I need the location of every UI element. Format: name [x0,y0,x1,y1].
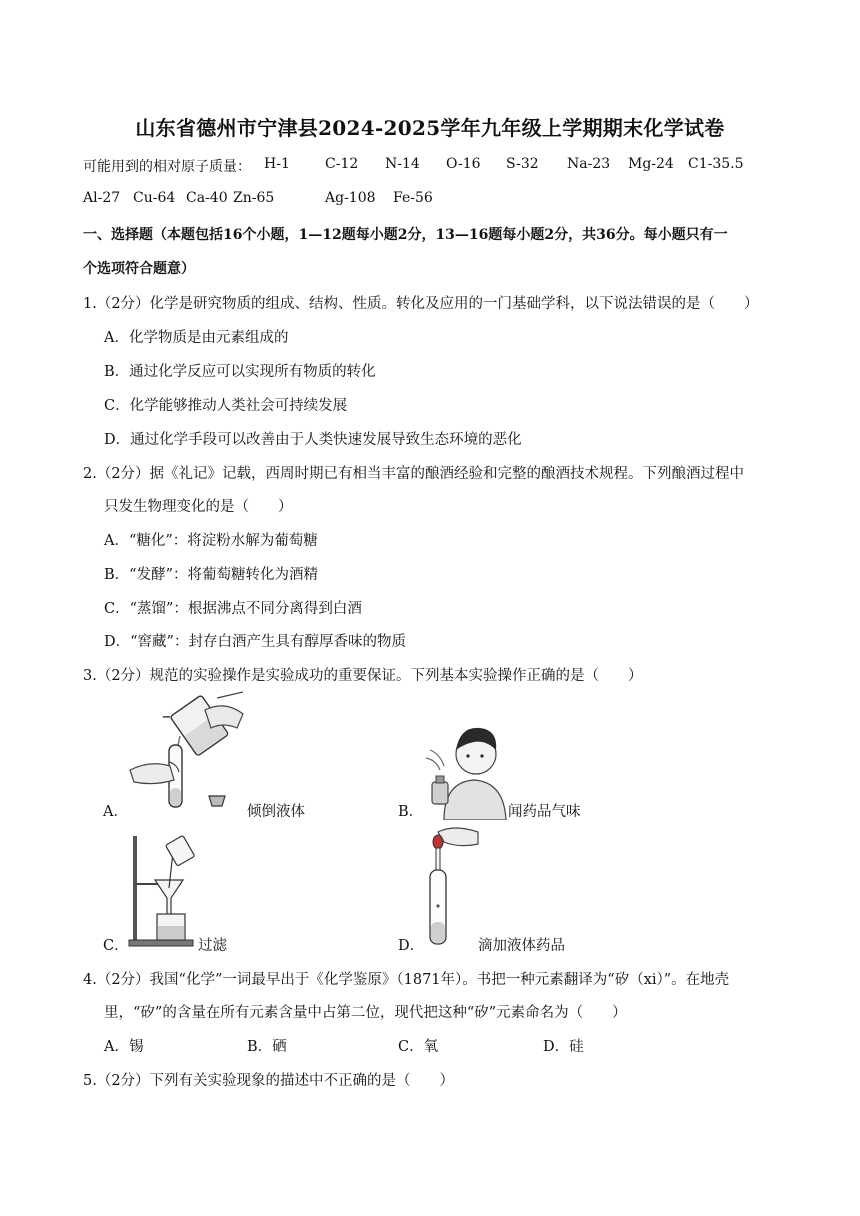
question-2-option-d: D．“窖藏”：封存白酒产生具有醇厚香味的物质 [104,634,406,650]
question-3-option-a-letter: A． [103,804,128,820]
question-3-option-b-letter: B． [398,804,424,820]
question-5-stem: 5.（2分）下列有关实验现象的描述中不正确的是（ ） [83,1073,455,1089]
question-3-stem: 3.（2分）规范的实验操作是实验成功的重要保证。下列基本实验操作正确的是（ ） [83,668,643,684]
question-3-option-d-letter: D． [398,938,425,954]
question-4-option-b: B．硒 [247,1039,287,1055]
atomic-mass-item: C1-35.5 [688,156,744,172]
question-2-option-a: A．“糖化”：将淀粉水解为葡萄糖 [104,533,318,549]
atomic-mass-item: Zn-65 [233,190,275,206]
atomic-mass-label: 可能用到的相对原子质量： [83,159,251,175]
question-2-stem-cont: 只发生物理变化的是（ ） [104,499,293,515]
question-4-stem-cont: 里，“矽”的含量在所有元素含量中占第二位，现代把这种“矽”元素命名为（ ） [104,1005,627,1021]
atomic-mass-item: Mg-24 [628,156,674,172]
atomic-mass-item: H-1 [264,156,290,172]
question-4-option-c: C．氧 [398,1039,439,1055]
question-4-option-a: A．锡 [104,1039,144,1055]
question-4-option-d: D．硅 [543,1039,584,1055]
atomic-mass-item: C-12 [325,156,359,172]
question-2-stem: 2.（2分）据《礼记》记载，西周时期已有相当丰富的酿酒经验和完整的酿酒技术规程。下列酿酒过程中 [83,466,745,482]
atomic-mass-item: S-32 [506,156,539,172]
question-1-option-b: B．通过化学反应可以实现所有物质的转化 [104,364,376,380]
question-3-option-c-caption: 过滤 [198,938,227,954]
dropper-illustration [424,822,484,952]
question-3-option-d-caption: 滴加液体药品 [478,938,565,954]
question-4-stem: 4.（2分）我国“化学”一词最早出于《化学鉴原》（1871年）。书把一种元素翻译为“矽（xi）”。在地壳 [83,972,730,988]
atomic-mass-item: Al-27 [83,190,121,206]
question-1-stem: 1.（2分）化学是研究物质的组成、结构、性质。转化及应用的一门基础学科，以下说法错误的是（ ） [83,296,759,312]
question-3-option-c-letter: C． [103,938,129,954]
atomic-mass-item: N-14 [385,156,420,172]
question-2-option-c: C．“蒸馏”：根据沸点不同分离得到白酒 [104,601,362,617]
question-2-option-b: B．“发酵”：将葡萄糖转化为酒精 [104,567,318,583]
section-heading-cont: 个选项符合题意） [83,261,195,277]
question-1-option-a: A．化学物质是由元素组成的 [104,330,289,346]
atomic-mass-item: Na-23 [567,156,611,172]
question-1-option-c: C．化学能够推动人类社会可持续发展 [104,398,348,414]
page-title: 山东省德州市宁津县2024-2025学年九年级上学期期末化学试卷 [135,116,725,140]
atomic-mass-item: O-16 [446,156,481,172]
atomic-mass-item: Cu-64 [133,190,176,206]
pouring-liquid-illustration [125,690,250,820]
atomic-mass-item: Fe-56 [393,190,433,206]
question-1-option-d: D．通过化学手段可以改善由于人类快速发展导致生态环境的恶化 [104,432,522,448]
smelling-illustration [424,720,514,820]
section-heading: 一、选择题（本题包括16个小题，1—12题每小题2分，13—16题每小题2分，共36分。每小题只有一 [83,227,728,243]
question-3-option-a-caption: 倾倒液体 [247,804,305,820]
question-3-option-b-caption: 闻药品气味 [508,804,581,820]
filtration-illustration [127,832,197,952]
atomic-mass-item: Ca-40 [186,190,228,206]
atomic-mass-item: Ag-108 [325,190,376,206]
